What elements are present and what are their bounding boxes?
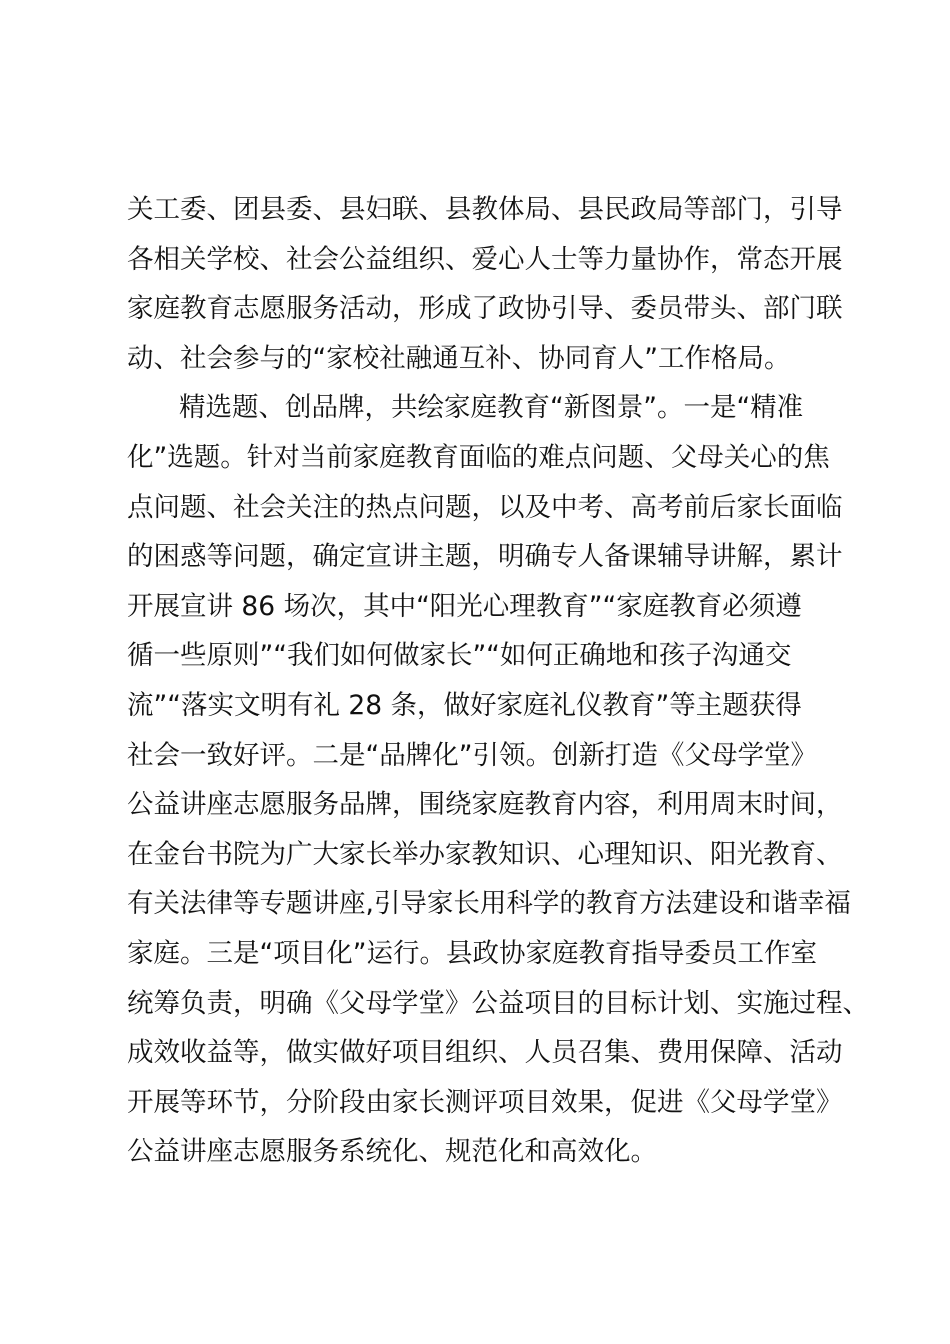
paragraph-line: 家庭教育志愿服务活动，形成了政协引导、委员带头、部门联 xyxy=(127,293,843,325)
paragraph-line: 公益讲座志愿服务品牌，围绕家庭教育内容，利用周末时间， xyxy=(127,789,843,821)
paragraph-line: 有关法律等专题讲座,引导家长用科学的教育方法建设和谐幸福 xyxy=(127,888,851,920)
paragraph-line: 成效收益等，做实做好项目组织、人员召集、费用保障、活动 xyxy=(127,1037,843,1069)
paragraph-line: 流”“落实文明有礼 28 条，做好家庭礼仪教育”等主题获得 xyxy=(127,689,802,721)
paragraph-line: 公益讲座志愿服务系统化、规范化和高效化。 xyxy=(127,1136,657,1168)
paragraph-line: 开展等环节，分阶段由家长测评项目效果，促进《父母学堂》 xyxy=(127,1086,843,1118)
paragraph-line: 社会一致好评。二是“品牌化”引领。创新打造《父母学堂》 xyxy=(127,739,817,771)
paragraph-line: 开展宣讲 86 场次，其中“阳光心理教育”“家庭教育必须遵 xyxy=(127,590,802,622)
paragraph-line: 关工委、团县委、县妇联、县教体局、县民政局等部门，引导 xyxy=(127,194,843,225)
paragraph-line: 在金台书院为广大家长举办家教知识、心理知识、阳光教育、 xyxy=(127,838,843,870)
paragraph-line: 各相关学校、社会公益组织、爱心人士等力量协作，常态开展 xyxy=(127,243,843,275)
paragraph-line: 的困惑等问题，确定宣讲主题，明确专人备课辅导讲解，累计 xyxy=(127,541,843,573)
paragraph-line: 家庭。三是“项目化”运行。县政协家庭教育指导委员工作室 xyxy=(127,937,817,969)
body-text xyxy=(127,185,869,1177)
paragraph-line: 精选题、创品牌，共绘家庭教育“新图景”。一是“精准 xyxy=(179,392,804,424)
paragraph-line: 点问题、社会关注的热点问题，以及中考、高考前后家长面临 xyxy=(127,491,843,523)
paragraph-line: 化”选题。针对当前家庭教育面临的难点问题、父母关心的焦 xyxy=(127,441,830,473)
paragraph-line: 循一些原则”“我们如何做家长”“如何正确地和孩子沟通交 xyxy=(127,640,792,672)
paragraph-line: 动、社会参与的“家校社融通互补、协同育人”工作格局。 xyxy=(127,342,791,374)
paragraph-line: 统筹负责，明确《父母学堂》公益项目的目标计划、实施过程、 xyxy=(127,987,869,1019)
